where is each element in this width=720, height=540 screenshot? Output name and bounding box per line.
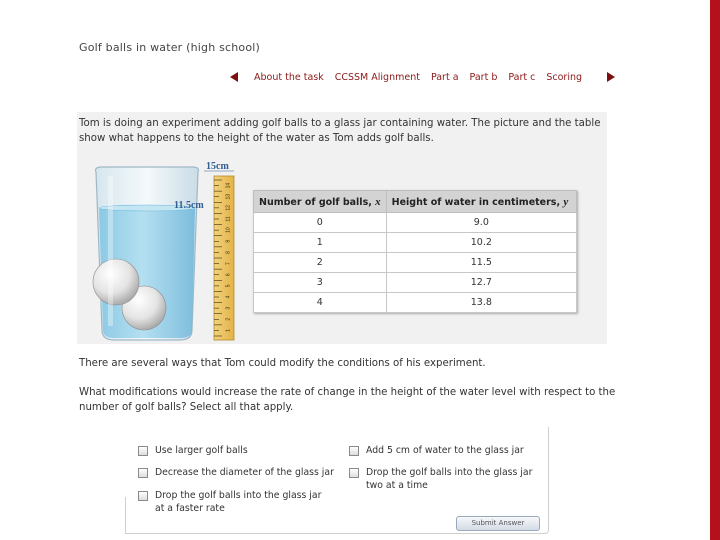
question-text: What modifications would increase the rate of change in the height of the water level with respect to the number of golf balls? Select all that apply.	[79, 387, 616, 413]
cell-y: 9.0	[386, 213, 576, 233]
ruler-number: 10	[225, 227, 232, 233]
ruler-number: 2	[225, 317, 232, 321]
cell-x: 4	[254, 293, 387, 313]
checkbox[interactable]	[349, 446, 359, 456]
golf-ball-jar-illustration	[88, 158, 248, 344]
cell-x: 0	[254, 213, 387, 233]
cell-x: 1	[254, 233, 387, 253]
table-row	[254, 273, 577, 293]
ruler-number: 7	[225, 262, 232, 265]
option-label: Drop the golf balls into the glass jar two at a time	[366, 467, 533, 491]
ruler-number: 6	[225, 273, 232, 277]
option-label: Decrease the diameter of the glass jar	[155, 467, 334, 478]
ruler-number: 4	[225, 295, 232, 299]
nav-part-a[interactable]: Part a	[430, 71, 459, 83]
table-header-row	[254, 191, 577, 213]
nav-about-task[interactable]: About the task	[254, 71, 324, 83]
next-arrow-icon[interactable]	[607, 72, 615, 82]
option-faster-rate[interactable]	[138, 489, 328, 515]
table-row	[254, 213, 577, 233]
water-height-label: 11.5cm	[174, 200, 204, 211]
checkbox[interactable]	[349, 468, 359, 478]
table-row	[254, 293, 577, 313]
ruler-number: 14	[225, 182, 232, 189]
intro-text: Tom is doing an experiment adding golf balls to a glass jar containing water. The picture and the table show what happens to the height of the water as Tom adds golf balls.	[79, 118, 601, 144]
modify-paragraph: There are several ways that Tom could modify the conditions of his experiment.	[79, 358, 486, 369]
ruler-number: 11	[225, 216, 232, 222]
ruler-number: 12	[225, 205, 232, 211]
cell-y: 10.2	[386, 233, 576, 253]
ruler-number: 13	[225, 193, 232, 200]
option-label: Drop the golf balls into the glass jar at a faster rate	[155, 490, 322, 514]
nav-part-b[interactable]: Part b	[469, 71, 498, 83]
table-row	[254, 253, 577, 273]
col-header-water-height: Height of water in centimeters, y	[386, 191, 576, 213]
nav-scoring[interactable]: Scoring	[546, 71, 583, 83]
ruler-number: 5	[225, 284, 232, 288]
ruler-number: 1	[225, 329, 232, 332]
ruler-number: 9	[225, 239, 232, 243]
col-header-golf-balls: Number of golf balls, x	[254, 191, 387, 213]
ruler-number: 8	[225, 251, 232, 254]
table-row	[254, 233, 577, 253]
prev-arrow-icon[interactable]	[230, 72, 238, 82]
option-larger-golf-balls[interactable]	[138, 444, 248, 457]
checkbox[interactable]	[138, 491, 148, 501]
data-table	[253, 190, 577, 313]
cell-y: 12.7	[386, 273, 576, 293]
right-edge-red-bar	[710, 0, 720, 540]
nav-part-c[interactable]: Part c	[508, 71, 536, 83]
option-add-water[interactable]	[349, 444, 524, 457]
cell-y: 13.8	[386, 293, 576, 313]
cell-x: 3	[254, 273, 387, 293]
task-navigation	[230, 70, 615, 84]
cell-y: 11.5	[386, 253, 576, 273]
submit-answer-button[interactable]: Submit Answer	[456, 516, 540, 531]
checkbox[interactable]	[138, 468, 148, 478]
ruler-number: 3	[225, 306, 232, 310]
option-decrease-diameter[interactable]	[138, 466, 334, 479]
golf-ball-top	[93, 259, 139, 305]
checkbox[interactable]	[138, 446, 148, 456]
jar-width-label: 15cm	[206, 161, 229, 172]
page-title: Golf balls in water (high school)	[79, 41, 261, 54]
option-label: Add 5 cm of water to the glass jar	[366, 445, 524, 456]
option-two-at-a-time[interactable]	[349, 466, 539, 492]
option-label: Use larger golf balls	[155, 445, 248, 456]
cell-x: 2	[254, 253, 387, 273]
nav-ccssm-alignment[interactable]: CCSSM Alignment	[334, 71, 420, 83]
